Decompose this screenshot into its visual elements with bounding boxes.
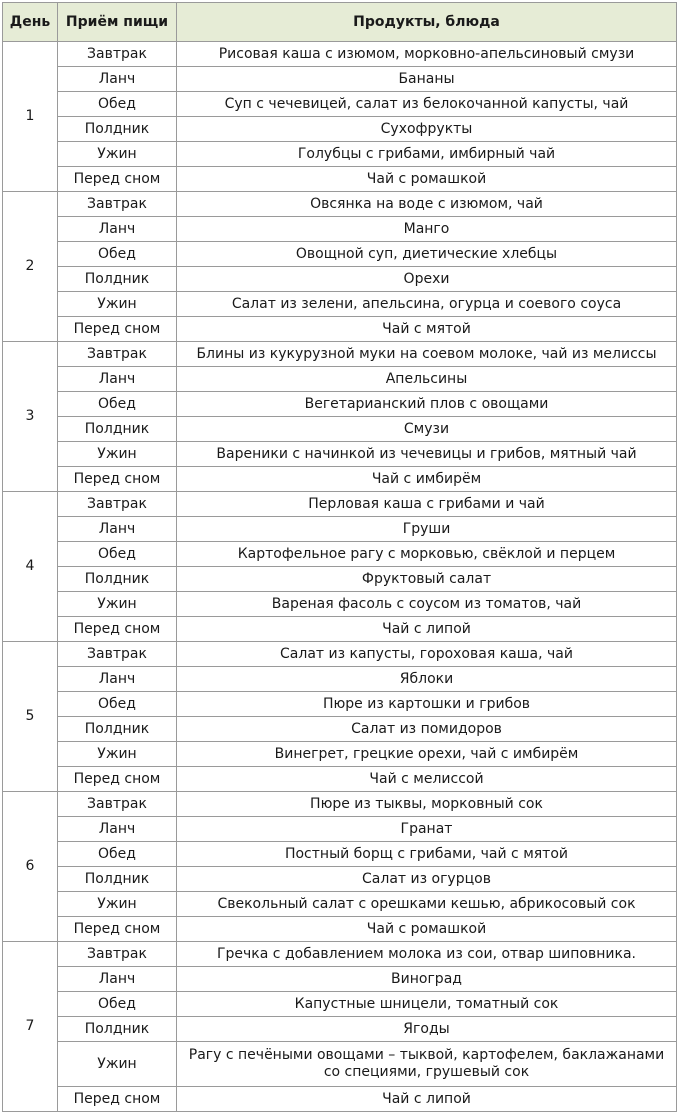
day-number-cell: 4 xyxy=(3,492,58,642)
table-row xyxy=(3,717,677,742)
header-food: Продукты, блюда xyxy=(177,3,677,42)
food-cell: Орехи xyxy=(177,267,677,292)
table-row xyxy=(3,42,677,67)
meal-name-cell: Ужин xyxy=(58,592,177,617)
day-number-cell: 7 xyxy=(3,942,58,1112)
food-cell: Вегетарианский плов с овощами xyxy=(177,392,677,417)
table-row xyxy=(3,792,677,817)
food-cell: Вареники с начинкой из чечевицы и грибов, мятный чай xyxy=(177,442,677,467)
meal-name-cell: Обед xyxy=(58,392,177,417)
table-row xyxy=(3,317,677,342)
food-cell: Картофельное рагу с морковью, свёклой и перцем xyxy=(177,542,677,567)
table-row xyxy=(3,917,677,942)
table-row xyxy=(3,67,677,92)
table-body xyxy=(3,42,677,1112)
table-row xyxy=(3,1017,677,1042)
table-row xyxy=(3,142,677,167)
meal-name-cell: Перед сном xyxy=(58,467,177,492)
day-number-cell: 5 xyxy=(3,642,58,792)
table-row xyxy=(3,967,677,992)
meal-name-cell: Завтрак xyxy=(58,42,177,67)
food-cell: Салат из огурцов xyxy=(177,867,677,892)
meal-name-cell: Ланч xyxy=(58,367,177,392)
table-row xyxy=(3,842,677,867)
food-cell: Перловая каша с грибами и чай xyxy=(177,492,677,517)
food-cell: Гранат xyxy=(177,817,677,842)
table-row xyxy=(3,542,677,567)
table-row xyxy=(3,867,677,892)
meal-name-cell: Ужин xyxy=(58,442,177,467)
header-day: День xyxy=(3,3,58,42)
table-row xyxy=(3,617,677,642)
food-cell: Чай с ромашкой xyxy=(177,167,677,192)
meal-name-cell: Ужин xyxy=(58,892,177,917)
day-number-cell: 1 xyxy=(3,42,58,192)
meal-name-cell: Ланч xyxy=(58,517,177,542)
meal-name-cell: Ланч xyxy=(58,817,177,842)
meal-name-cell: Полдник xyxy=(58,1017,177,1042)
food-cell: Смузи xyxy=(177,417,677,442)
meal-name-cell: Ланч xyxy=(58,217,177,242)
table-row xyxy=(3,1087,677,1112)
meal-name-cell: Обед xyxy=(58,92,177,117)
table-row xyxy=(3,192,677,217)
table-row xyxy=(3,242,677,267)
table-row xyxy=(3,167,677,192)
food-cell: Рисовая каша с изюмом, морковно-апельсиновый смузи xyxy=(177,42,677,67)
day-number-cell: 3 xyxy=(3,342,58,492)
meal-name-cell: Перед сном xyxy=(58,617,177,642)
meal-name-cell: Перед сном xyxy=(58,767,177,792)
food-cell: Постный борщ с грибами, чай с мятой xyxy=(177,842,677,867)
table-row xyxy=(3,392,677,417)
food-cell: Овсянка на воде с изюмом, чай xyxy=(177,192,677,217)
food-cell: Яблоки xyxy=(177,667,677,692)
table-row xyxy=(3,942,677,967)
day-number-cell: 6 xyxy=(3,792,58,942)
table-row xyxy=(3,442,677,467)
food-cell: Винегрет, грецкие орехи, чай с имбирём xyxy=(177,742,677,767)
food-cell: Чай с липой xyxy=(177,617,677,642)
table-row xyxy=(3,517,677,542)
table-row xyxy=(3,567,677,592)
table-row xyxy=(3,692,677,717)
meal-name-cell: Завтрак xyxy=(58,342,177,367)
meal-name-cell: Ланч xyxy=(58,667,177,692)
meal-name-cell: Ланч xyxy=(58,67,177,92)
food-cell: Груши xyxy=(177,517,677,542)
table-row xyxy=(3,467,677,492)
meal-name-cell: Ланч xyxy=(58,967,177,992)
table-row xyxy=(3,892,677,917)
food-cell: Чай с имбирём xyxy=(177,467,677,492)
food-cell: Апельсины xyxy=(177,367,677,392)
table-row xyxy=(3,267,677,292)
table-row xyxy=(3,342,677,367)
meal-name-cell: Ужин xyxy=(58,1042,177,1087)
meal-name-cell: Завтрак xyxy=(58,792,177,817)
header-meal: Приём пищи xyxy=(58,3,177,42)
meal-name-cell: Перед сном xyxy=(58,1087,177,1112)
meal-name-cell: Перед сном xyxy=(58,167,177,192)
table-row xyxy=(3,1042,677,1087)
food-cell: Чай с мелиссой xyxy=(177,767,677,792)
food-cell: Суп с чечевицей, салат из белокочанной капусты, чай xyxy=(177,92,677,117)
meal-name-cell: Полдник xyxy=(58,417,177,442)
meal-name-cell: Полдник xyxy=(58,867,177,892)
food-cell: Манго xyxy=(177,217,677,242)
food-cell: Виноград xyxy=(177,967,677,992)
food-cell: Чай с мятой xyxy=(177,317,677,342)
food-cell: Гречка с добавлением молока из сои, отвар шиповника. xyxy=(177,942,677,967)
meal-name-cell: Полдник xyxy=(58,117,177,142)
food-cell: Свекольный салат с орешками кешью, абрикосовый сок xyxy=(177,892,677,917)
table-row xyxy=(3,767,677,792)
food-cell: Пюре из тыквы, морковный сок xyxy=(177,792,677,817)
meal-name-cell: Обед xyxy=(58,692,177,717)
day-number-cell: 2 xyxy=(3,192,58,342)
food-cell: Ягоды xyxy=(177,1017,677,1042)
table-row xyxy=(3,642,677,667)
food-cell: Салат из помидоров xyxy=(177,717,677,742)
meal-name-cell: Завтрак xyxy=(58,192,177,217)
meal-name-cell: Полдник xyxy=(58,567,177,592)
table-row xyxy=(3,492,677,517)
food-cell: Салат из капусты, гороховая каша, чай xyxy=(177,642,677,667)
table-row xyxy=(3,992,677,1017)
food-cell: Голубцы с грибами, имбирный чай xyxy=(177,142,677,167)
food-cell: Салат из зелени, апельсина, огурца и соевого соуса xyxy=(177,292,677,317)
meal-name-cell: Ужин xyxy=(58,142,177,167)
meal-name-cell: Перед сном xyxy=(58,917,177,942)
table-row xyxy=(3,117,677,142)
table-header-row xyxy=(3,3,677,42)
meal-name-cell: Ужин xyxy=(58,742,177,767)
diet-menu-table xyxy=(2,2,677,1112)
food-cell: Вареная фасоль с соусом из томатов, чай xyxy=(177,592,677,617)
table-row xyxy=(3,817,677,842)
meal-name-cell: Обед xyxy=(58,842,177,867)
meal-name-cell: Обед xyxy=(58,992,177,1017)
food-cell: Блины из кукурузной муки на соевом молоке, чай из мелиссы xyxy=(177,342,677,367)
meal-name-cell: Полдник xyxy=(58,267,177,292)
meal-name-cell: Обед xyxy=(58,542,177,567)
food-cell: Капустные шницели, томатный сок xyxy=(177,992,677,1017)
meal-name-cell: Завтрак xyxy=(58,492,177,517)
meal-name-cell: Перед сном xyxy=(58,317,177,342)
table-row xyxy=(3,667,677,692)
food-cell: Чай с липой xyxy=(177,1087,677,1112)
meal-name-cell: Полдник xyxy=(58,717,177,742)
meal-name-cell: Ужин xyxy=(58,292,177,317)
meal-name-cell: Обед xyxy=(58,242,177,267)
meal-name-cell: Завтрак xyxy=(58,642,177,667)
food-cell: Пюре из картошки и грибов xyxy=(177,692,677,717)
table-row xyxy=(3,367,677,392)
food-cell: Сухофрукты xyxy=(177,117,677,142)
meal-name-cell: Завтрак xyxy=(58,942,177,967)
table-row xyxy=(3,292,677,317)
food-cell: Овощной суп, диетические хлебцы xyxy=(177,242,677,267)
food-cell: Фруктовый салат xyxy=(177,567,677,592)
food-cell: Бананы xyxy=(177,67,677,92)
table-row xyxy=(3,417,677,442)
food-cell: Чай с ромашкой xyxy=(177,917,677,942)
table-row xyxy=(3,742,677,767)
table-row xyxy=(3,92,677,117)
food-cell: Рагу с печёными овощами – тыквой, картофелем, баклажанами со специями, грушевый сок xyxy=(177,1042,677,1087)
table-row xyxy=(3,592,677,617)
table-row xyxy=(3,217,677,242)
